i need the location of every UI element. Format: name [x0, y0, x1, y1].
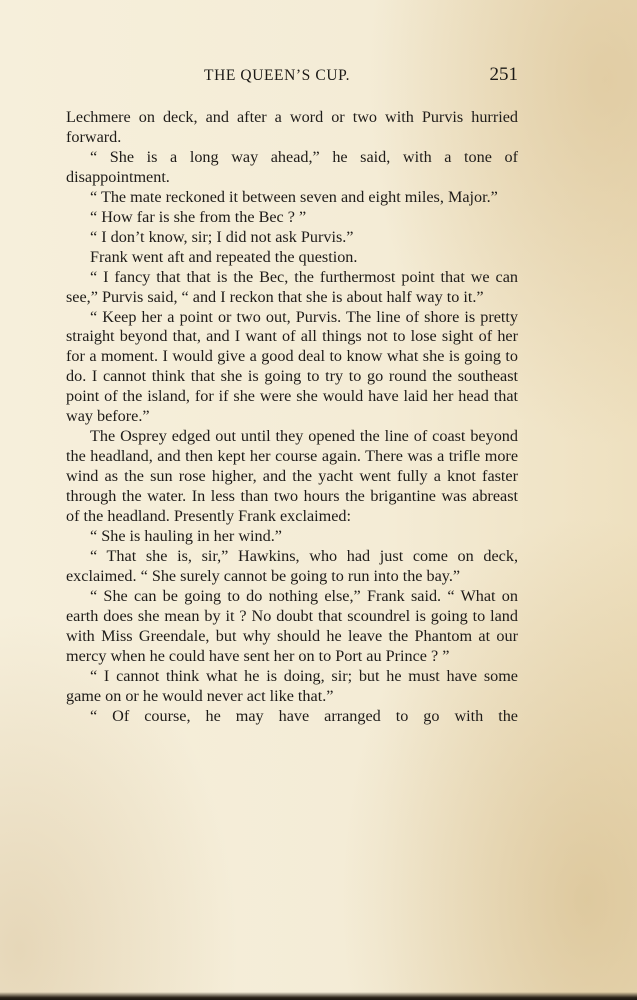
paragraph: “ I don’t know, sir; I did not ask Purvis.”	[90, 227, 354, 246]
paragraph: “ Of course, he may have arranged to go with the	[90, 706, 518, 725]
page-bottom-edge	[0, 992, 637, 1000]
paragraph: The Osprey edged out until they opened the line of coast beyond the headland, and then kept her course again. There was a trifle more wind as the sun rose higher, and the yacht went fully a knot faster through the water. In less than two hours the brigantine was abreast of the headland. Presently Frank exclaimed:	[66, 427, 518, 526]
paragraph: Frank went aft and repeated the question.	[90, 247, 358, 266]
paragraph: “ That she is, sir,” Hawkins, who had just come on deck, exclaimed. “ She surely cannot be going to run into the bay.”	[66, 546, 518, 585]
running-head-title: THE QUEEN’S CUP.	[204, 67, 351, 84]
paragraph: “ She can be going to do nothing else,” Frank said. “ What on earth does she mean by it ? No doubt that scoundrel is going to land with Miss Greendale, but why should he leave the Phantom at our mercy when he could have sent her on to Port au Prince ? ”	[66, 586, 518, 665]
paragraph: Lechmere on deck, and after a word or two with Purvis hurried forward.	[66, 108, 518, 146]
paragraph: “ She is hauling in her wind.”	[90, 527, 282, 546]
running-head	[66, 64, 518, 88]
paragraph: “ How far is she from the Bec ? ”	[90, 207, 307, 226]
page-number: 251	[489, 64, 518, 85]
paragraph: “ I fancy that that is the Bec, the furthermost point that we can see,” Purvis said, “ and I reckon that she is about half way to it.”	[66, 267, 518, 306]
paragraph: “ The mate reckoned it between seven and eight miles, Major.”	[90, 187, 498, 206]
paragraph: “ I cannot think what he is doing, sir; but he must have some game on or he would never act like that.”	[66, 666, 518, 705]
paragraph: “ She is a long way ahead,” he said, with a tone of disappointment.	[66, 147, 518, 186]
body-text	[66, 108, 518, 727]
paragraph: “ Keep her a point or two out, Purvis. The line of shore is pretty straight beyond that, and I want of all things not to lose sight of her for a moment. I would give a good deal to know what she is going to do. I cannot think that she is going to try to go round the southeast point of the island, for if she were she would have laid her head that way before.”	[66, 307, 518, 426]
